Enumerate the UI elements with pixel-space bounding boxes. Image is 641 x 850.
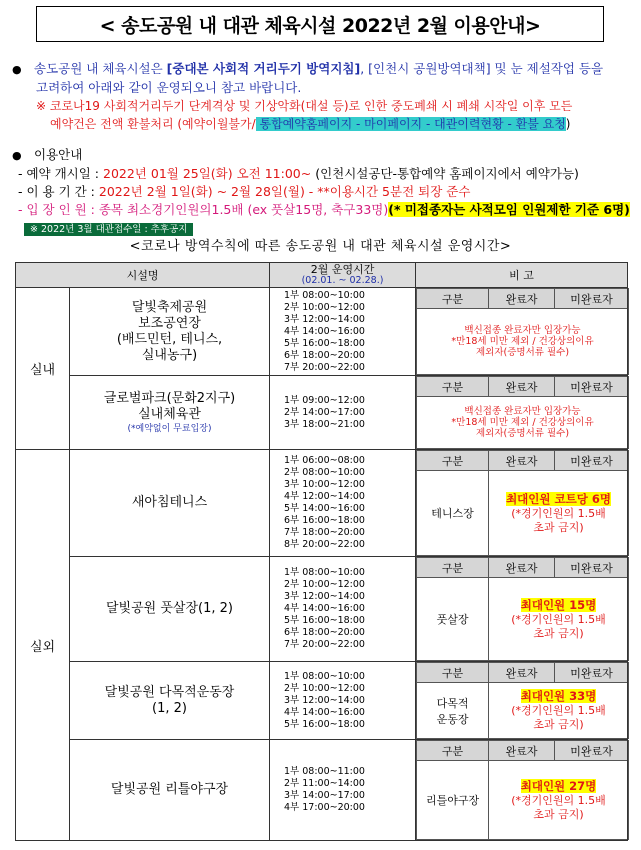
- time-slot: 6부 18:00~20:00: [284, 349, 365, 361]
- time-slot: 3부 18:00~21:00: [284, 418, 365, 430]
- sub-header-undone: 미완료자: [555, 663, 629, 683]
- notice-text: 고려하여 아래와 같이 운영되오니 참고 바랍니다.: [36, 80, 302, 95]
- time-slot: 5부 16:00~18:00: [284, 615, 365, 626]
- header-time: [270, 263, 416, 288]
- note: (인천시설공단-통합예약 홈페이지에서 예약가능): [311, 166, 579, 181]
- time-slot: 6부 16:00~18:00: [284, 515, 365, 526]
- vaccine-note: [417, 309, 629, 375]
- capacity-line: 초과 금지): [533, 718, 584, 731]
- vaccine-note-line: 제외자(증명서류 필수): [476, 428, 570, 439]
- header-facility: 시설명: [16, 263, 270, 288]
- table-row: [16, 450, 628, 557]
- header-note: 비 고: [416, 263, 628, 288]
- capacity-line: 초과 금지): [533, 626, 584, 640]
- label: - 예약 개시일 :: [18, 166, 103, 181]
- facility-line: 실내농구): [141, 347, 198, 363]
- sub-header-undone: 미완료자: [555, 741, 629, 761]
- reservation-open-date: [12, 165, 632, 183]
- facility-name: [70, 376, 270, 450]
- bullet-icon: ●: [12, 149, 22, 162]
- bullet-icon: ●: [12, 63, 22, 76]
- time-slot: 1부 08:00~10:00: [284, 289, 365, 301]
- facility-name: [70, 662, 270, 740]
- time-slot: 2부 11:00~14:00: [284, 778, 365, 789]
- category-line: 다목적: [436, 696, 469, 710]
- time-slot: 7부 18:00~20:00: [284, 527, 365, 538]
- capacity-line: (*경기인원의 1.5배: [511, 506, 606, 520]
- facility-name: 달빛공원 풋살장(1, 2): [70, 557, 270, 662]
- time-slot: 6부 18:00~20:00: [284, 627, 365, 638]
- facility-line: (배드민턴, 테니스,: [116, 331, 223, 347]
- facility-line: (1, 2): [152, 700, 187, 716]
- category: 풋살장: [417, 578, 489, 661]
- time-slot: 3부 10:00~12:00: [284, 479, 365, 490]
- time-slot: 7부 20:00~22:00: [284, 361, 365, 373]
- capacity-max: 최대인원 15명: [520, 597, 597, 612]
- category: 리틀야구장: [417, 761, 489, 840]
- usage-section: [12, 146, 632, 237]
- capacity-note: [489, 578, 629, 661]
- facility-line: 달빛공원 다목적운동장: [104, 684, 235, 700]
- note-cell: [416, 288, 628, 376]
- time-slot: 5부 16:00~18:00: [284, 337, 365, 349]
- capacity-max: 최대인원 코트당 6명: [506, 491, 611, 506]
- time-slots: [270, 376, 416, 450]
- label: - 이 용 기 간 :: [18, 184, 99, 199]
- refund-path: 통합예약홈페이지 - 마이페이지 - 대관이력현황 - 환불 요청: [255, 117, 566, 131]
- category-line: 운동장: [436, 712, 469, 726]
- time-slots: [270, 740, 416, 841]
- note-cell: [416, 740, 628, 841]
- label: - 입 장 인 원 : 종목 최소경기인원의1.5배 (ex 풋살15명, 축구33명): [18, 202, 389, 217]
- capacity-line: 초과 금지): [533, 807, 584, 821]
- admission-limit: [12, 201, 632, 219]
- unvaccinated-limit: (* 미접종자는 사적모임 인원제한 기준 6명): [388, 202, 630, 217]
- time-slot: 4부 14:00~16:00: [284, 325, 365, 337]
- sub-header-gubun: 구분: [417, 377, 489, 397]
- table-header-row: [16, 263, 628, 288]
- time-slot: 5부 14:00~16:00: [284, 503, 365, 514]
- location-outdoor: 실외: [16, 450, 70, 841]
- table-row: [16, 376, 628, 450]
- table-row: [16, 662, 628, 740]
- capacity-line: (*경기인원의 1.5배: [511, 793, 606, 807]
- vaccine-note-line: 백신접종 완료자만 입장가능: [464, 325, 581, 336]
- sub-header-undone: 미완료자: [555, 558, 629, 578]
- value: 2022년 2월 1일(화) ~ 2월 28일(월): [98, 184, 305, 199]
- vaccine-note-line: 제외자(증명서류 필수): [476, 347, 570, 358]
- sub-header-done: 완료자: [489, 558, 555, 578]
- vaccine-note-line: *만18세 미만 제외 / 건강상의이유: [451, 336, 594, 347]
- notice-text: , [인천시 공원방역대책] 및 눈 제설작업 등을: [360, 61, 604, 76]
- sub-header-gubun: 구분: [417, 558, 489, 578]
- facility-line: 글로벌파크(문화2지구): [103, 390, 236, 406]
- category: [417, 683, 489, 739]
- table-row: [16, 557, 628, 662]
- note-cell: [416, 662, 628, 740]
- sub-header-gubun: 구분: [417, 741, 489, 761]
- location-indoor: 실내: [16, 288, 70, 450]
- sub-header-done: 완료자: [489, 377, 555, 397]
- facility-line: 달빛축제공원: [131, 299, 208, 315]
- refund-text-end: ): [565, 117, 571, 131]
- time-slot: 1부 08:00~11:00: [284, 766, 365, 777]
- time-slot: 3부 12:00~14:00: [284, 313, 365, 325]
- capacity-max: 최대인원 27명: [520, 778, 597, 793]
- sub-header-gubun: 구분: [417, 289, 489, 309]
- facility-name: 새아침테니스: [70, 450, 270, 557]
- notice-guideline: [중대본 사회적 거리두기 방역지침]: [166, 61, 361, 76]
- table-row: [16, 288, 628, 376]
- refund-notice-line2: [12, 115, 632, 133]
- time-slot: 2부 14:00~17:00: [284, 406, 365, 418]
- time-slots: [270, 662, 416, 740]
- capacity-max: 최대인원 33명: [520, 689, 597, 703]
- time-slot: 3부 12:00~14:00: [284, 694, 365, 706]
- header-time-range: (02.01. ~ 02.28.): [301, 275, 384, 286]
- capacity-line: (*경기인원의 1.5배: [511, 704, 606, 717]
- notice-text: 송도공원 내 체육시설은: [34, 61, 167, 76]
- value: 2022년 01월 25일(화) 오전 11:00~: [103, 166, 312, 181]
- facility-line: 보조공연장: [138, 315, 201, 331]
- capacity-note: [489, 683, 629, 739]
- sub-header-done: 완료자: [489, 289, 555, 309]
- time-slot: 1부 08:00~10:00: [284, 567, 365, 578]
- capacity-line: (*경기인원의 1.5배: [511, 612, 606, 626]
- sub-header-undone: 미완료자: [555, 289, 629, 309]
- time-slot: 3부 12:00~14:00: [284, 591, 365, 602]
- table-row: [16, 740, 628, 841]
- header-time-label: 2월 운영시간: [310, 263, 375, 276]
- sub-header-undone: 미완료자: [555, 451, 629, 471]
- facility-name: [70, 288, 270, 376]
- sub-header-done: 완료자: [489, 741, 555, 761]
- capacity-line: 초과 금지): [533, 520, 584, 534]
- time-slot: 7부 20:00~22:00: [284, 639, 365, 650]
- time-slot: 2부 08:00~10:00: [284, 467, 365, 478]
- refund-notice: ※ 코로나19 사회적거리두기 단계격상 및 기상악화(대설 등)로 인한 중도폐쇄 시 폐쇄 시작일 이후 모든: [36, 99, 573, 113]
- march-notice-tag: ※ 2022년 3월 대관접수일 : 추후공지: [24, 223, 193, 236]
- vaccine-note-line: 백신접종 완료자만 입장가능: [464, 406, 581, 417]
- refund-text: 예약건은 전액 환불처리 (예약이월불가/: [50, 117, 256, 131]
- time-slot: 1부 08:00~10:00: [284, 670, 365, 682]
- time-slots: [270, 288, 416, 376]
- vaccine-note: [417, 397, 629, 449]
- notice-section: [12, 60, 632, 133]
- time-slot: 1부 09:00~12:00: [284, 394, 365, 406]
- facility-name: 달빛공원 리틀야구장: [70, 740, 270, 841]
- notice-paragraph: [34, 60, 603, 79]
- time-slot: 4부 12:00~14:00: [284, 491, 365, 502]
- free-entry-note: (*예약없이 무료입장): [127, 423, 212, 434]
- usage-period: [12, 183, 632, 201]
- capacity-note: [489, 761, 629, 840]
- facility-table: [15, 262, 628, 841]
- time-slots: [270, 450, 416, 557]
- sub-header-gubun: 구분: [417, 451, 489, 471]
- time-slot: 2부 10:00~12:00: [284, 682, 365, 694]
- vaccine-note-line: *만18세 미만 제외 / 건강상의이유: [451, 417, 594, 428]
- time-slot: 4부 17:00~20:00: [284, 802, 365, 813]
- note-cell: [416, 450, 628, 557]
- table-subtitle: <코로나 방역수칙에 따른 송도공원 내 대관 체육시설 운영시간>: [129, 239, 512, 254]
- page-title: < 송도공원 내 대관 체육시설 2022년 2월 이용안내>: [36, 6, 604, 42]
- sub-header-undone: 미완료자: [555, 377, 629, 397]
- facility-line: 실내체육관: [138, 406, 201, 422]
- time-slot: 5부 16:00~18:00: [284, 718, 365, 730]
- sub-header-gubun: 구분: [417, 663, 489, 683]
- time-slot: 4부 14:00~16:00: [284, 603, 365, 614]
- note-cell: [416, 557, 628, 662]
- sub-header-done: 완료자: [489, 451, 555, 471]
- category: 테니스장: [417, 471, 489, 556]
- time-slot: 8부 20:00~22:00: [284, 539, 365, 550]
- time-slot: 3부 14:00~17:00: [284, 790, 365, 801]
- time-slots: [270, 557, 416, 662]
- time-slot: 4부 14:00~16:00: [284, 706, 365, 718]
- note-cell: [416, 376, 628, 450]
- sub-header-done: 완료자: [489, 663, 555, 683]
- time-slot: 2부 10:00~12:00: [284, 579, 365, 590]
- time-slot: 1부 06:00~08:00: [284, 455, 365, 466]
- time-slot: 2부 10:00~12:00: [284, 301, 365, 313]
- note: - **이용시간 5분전 퇴장 준수: [304, 184, 471, 199]
- capacity-note: [489, 471, 629, 556]
- usage-header: 이용안내: [34, 147, 83, 162]
